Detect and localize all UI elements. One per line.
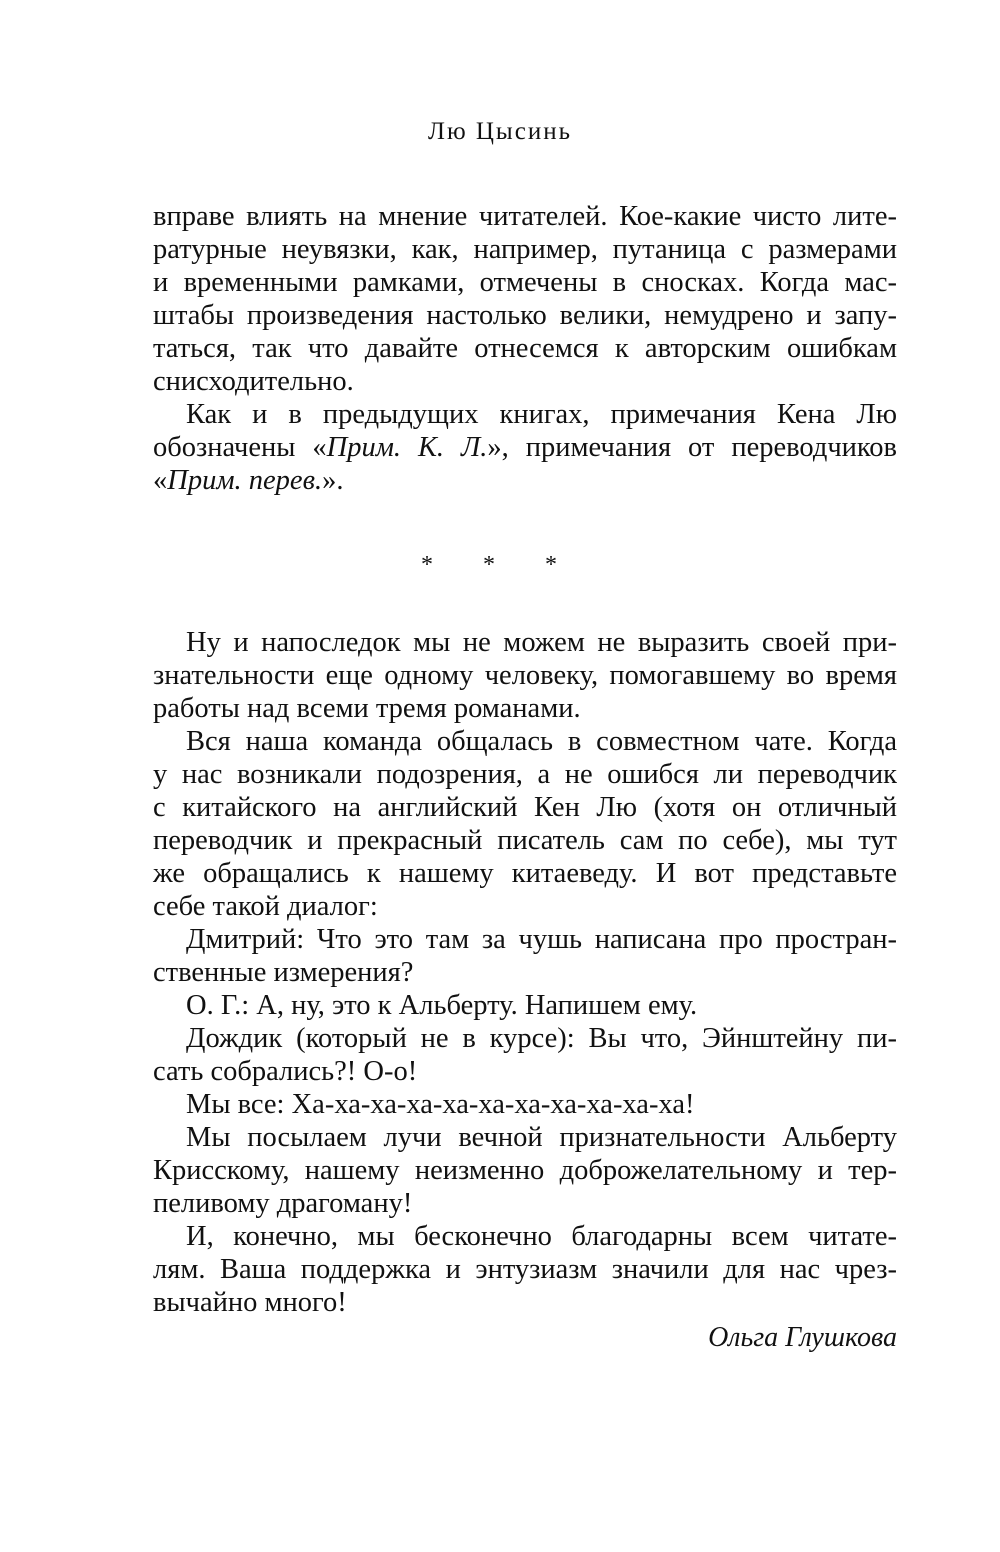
dialogue-line bbox=[153, 989, 897, 1022]
section-2 bbox=[153, 626, 897, 1319]
paragraph bbox=[153, 626, 897, 725]
author-signature: Ольга Глушкова bbox=[708, 1322, 897, 1353]
text-run: « bbox=[153, 465, 168, 496]
section-1 bbox=[153, 200, 897, 497]
text-line: снисходительно. bbox=[153, 366, 354, 397]
text-line: Крисскому, нашему неизменно доброжелательному и тер- bbox=[153, 1155, 897, 1186]
paragraph bbox=[153, 200, 897, 398]
italic-abbrev: Прим. К. Л. bbox=[326, 432, 488, 463]
italic-abbrev: Прим. перев. bbox=[167, 465, 323, 496]
text-line: лям. Ваша поддержка и энтузиазм значили для нас чрез- bbox=[153, 1254, 897, 1285]
paragraph bbox=[153, 398, 897, 497]
text-line: ратурные неувязки, как, например, путаница с размерами bbox=[153, 234, 897, 265]
text-line: Мы все: Ха-ха-ха-ха-ха-ха-ха-ха-ха-ха-ха! bbox=[186, 1089, 695, 1120]
text-line: знательности еще одному человеку, помогавшему во время bbox=[153, 660, 897, 691]
text-line bbox=[153, 431, 897, 464]
text-line: работы над всеми тремя романами. bbox=[153, 693, 581, 724]
section-separator: * * * bbox=[421, 552, 579, 578]
text-line: переводчик и прекрасный писатель сам по себе), мы тут bbox=[153, 825, 897, 856]
text-line: и временными рамками, отмечены в сносках. Когда мас- bbox=[153, 267, 897, 298]
text-line: пеливому драгоману! bbox=[153, 1188, 413, 1219]
text-line: с китайского на английский Кен Лю (хотя он отличный bbox=[153, 792, 897, 823]
text-line: ственные измерения? bbox=[153, 957, 414, 988]
text-line: же обращались к нашему китаеведу. И вот представьте bbox=[153, 858, 897, 889]
text-line: О. Г.: А, ну, это к Альберту. Напишем ему. bbox=[186, 990, 698, 1021]
text-line: Ну и напоследок мы не можем не выразить своей при- bbox=[186, 627, 897, 658]
text-run: ». bbox=[322, 465, 344, 496]
text-line: сать собрались?! О-о! bbox=[153, 1056, 418, 1087]
text-line: И, конечно, мы бесконечно благодарны всем читате- bbox=[186, 1221, 897, 1252]
text-line: Дождик (который не в курсе): Вы что, Эйнштейну пи- bbox=[186, 1023, 897, 1054]
text-line: у нас возникали подозрения, а не ошибся ли переводчик bbox=[153, 759, 897, 790]
text-run: », примечания от переводчиков bbox=[487, 432, 898, 463]
text-line: вычайно много! bbox=[153, 1287, 347, 1318]
text-line: Дмитрий: Что это там за чушь написана про простран- bbox=[186, 924, 897, 955]
text-line: Как и в предыдущих книгах, примечания Кена Лю bbox=[186, 399, 897, 430]
dialogue-line bbox=[153, 1088, 897, 1121]
dialogue-line bbox=[153, 923, 897, 989]
running-head: Лю Цысинь bbox=[428, 118, 572, 145]
text-line: себе такой диалог: bbox=[153, 891, 378, 922]
paragraph bbox=[153, 1220, 897, 1319]
text-line: штабы произведения настолько велики, немудрено и запу- bbox=[153, 300, 897, 331]
dialogue-line bbox=[153, 1022, 897, 1088]
text-line: таться, так что давайте отнесемся к авторским ошибкам bbox=[153, 333, 897, 364]
text-run: обозначены « bbox=[153, 432, 327, 463]
text-line: Вся наша команда общалась в совместном чате. Когда bbox=[186, 726, 897, 757]
text-line: вправе влиять на мнение читателей. Кое-какие чисто лите- bbox=[153, 201, 897, 232]
text-line: Мы посылаем лучи вечной признательности Альберту bbox=[186, 1122, 897, 1153]
paragraph bbox=[153, 1121, 897, 1220]
text-line bbox=[153, 464, 897, 497]
paragraph bbox=[153, 725, 897, 923]
